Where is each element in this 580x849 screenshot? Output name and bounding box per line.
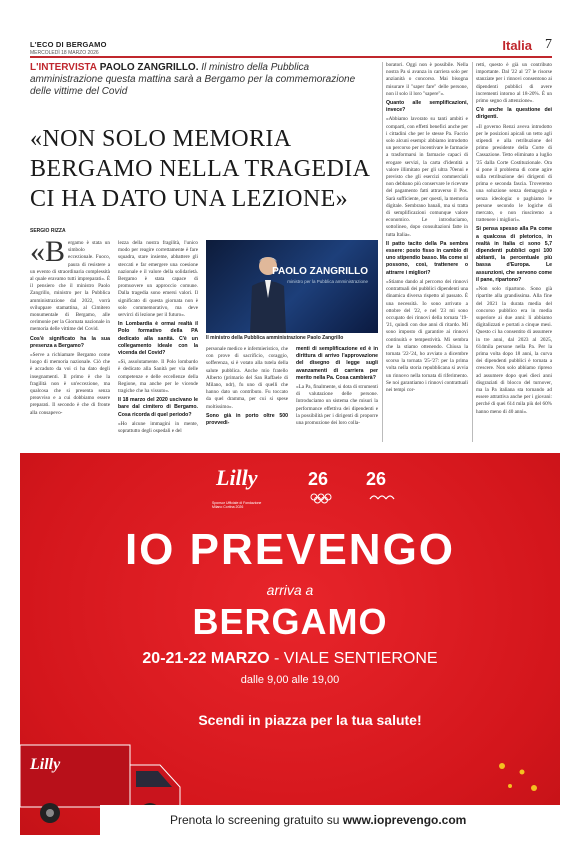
lilly-logo: Lilly [216, 465, 258, 490]
paragraph: lezza della nostra fragilità, l'unico modo per reagire correttamente è fare squadra, stare insieme, abbattere gli steccati e far emergere una coesione nazionale e il valore della solidarietà. Bergamo è stata capace di promuovere un approccio comune. Dalla tragedia sono emersi valori. Il significato di questa giornata non è solo commemorativo, ma deve servirci di lezione per il futuro». [118, 240, 198, 319]
minister-figure-icon [246, 252, 290, 333]
question: Cos'è significato ha la sua presenza a Bergamo? [30, 335, 110, 349]
svg-text:26: 26 [308, 469, 329, 489]
paragraph: «Serve a richiamare Bergamo come luogo di memoria nazionale. Ciò che è accaduto da voi ci ha dato degli insegnamenti. Il primo è che la fragilità non è un'eccezione, ma qualcosa che si presenta senza preavviso e a cui dobbiamo essere preparati. Il secondo è che di fronte alla consapevo- [30, 352, 110, 416]
article-column-1 [30, 235, 110, 419]
photo-backdrop-subtitle: ministro per la Pubblica amministrazione [287, 279, 368, 284]
section-label: Italia [502, 38, 532, 53]
header-rule [30, 56, 552, 58]
question: Il 18 marzo del 2020 uscivano le bare dal cimitero di Bergamo. Cosa ricorda di quel periodo? [118, 397, 198, 418]
venue-text: - VIALE SENTIERONE [269, 650, 438, 667]
article-photo [206, 240, 378, 333]
paper-name: L'ECO DI BERGAMO [30, 40, 107, 49]
footer-link[interactable]: www.ioprevengo.com [342, 813, 467, 827]
kicker [30, 62, 378, 98]
kicker-text: Il ministro della Pubblica amministrazione questa mattina sarà a Bergamo per la commemorazione delle vittime del Covid [30, 62, 356, 97]
paragraph: ergamo è stata un simbolo eccezionale. Fuoco, paura di resistere a un evento di straordinaria complessità al quale eravamo tutti impreparati». È il pensiero che il ministro Paolo Zangrillo, ministro per la Pubblica amministrazione dal 2022, vorrà sviluppare stamattina, al Cimitero monumentale di Bergamo, alle cerimonie per la Giornata nazionale in memoria delle vittime del Covid. [30, 240, 110, 333]
question: menti di semplificazione ed è in dirittura di arrivo l'approvazione del disegno di legge sugli avanzamenti di carriera per merito nella Pa. Cosa cambierà? [296, 346, 378, 381]
paragraph: «Abbiamo lavorato su tanti ambiti e compartì, con effetti benefici anche per i cittadini che per le stesse Pa. Faccio solo alcuni esempi: abbiamo introdotto un percorso per incentivare le farmacie a trasformarsi in farmacie capaci di erogare servizi, la carta d'identità a valore illimitato per gli ultra 70enni e previsto che gli esercizi commerciali non debbano più conservare le ricevute del pagamento fatti attraverso il Pos. Sarà sufficiente, per questi, la memoria digitale. Sembrano banali, ma si tratta di semplificazioni comunque valore economico. Le introduciamo, sottolineo, dopo consultazioni fatte in tutta Italia». [386, 116, 468, 238]
paragraph: «Ho alcune immagini in mente, soprattutto degli ospedali e del [118, 420, 198, 435]
column-divider [382, 62, 383, 442]
sponsor-note: Sponsor Ufficiale di Fondazione Milano Cortina 2026 [212, 501, 262, 509]
headline: «NON SOLO MEMORIA BERGAMO NELLA TRAGEDIA CI HA DATO UNA LEZIONE» [30, 126, 370, 212]
question: Sono già in porto oltre 500 provvedi- [206, 412, 288, 427]
campaign-subtitle: arriva a [266, 582, 314, 598]
campaign-cta: Scendi in piazza per la tua salute! [198, 712, 422, 728]
olympic-rings-icon [296, 465, 356, 507]
paragraph: retti, questo è già un contributo importante. Dal '22 al '27 le risorse stanziate per i rinnovi consentono ai dipendenti pubblici di avere incrementi intorno al 18-20%. È un primo segno di attenzione». [476, 62, 552, 105]
photo-caption: Il ministro della Pubblica amministrazione Paolo Zangrillo [206, 335, 344, 341]
question: Il patto tacito della Pa sembra essere: posto fisso in cambio di uno stipendio basso. Ma come si possono, così, trattenere o attrarre i migliori? [386, 240, 468, 276]
svg-text:26: 26 [366, 469, 387, 489]
dropcap: «B [30, 235, 66, 268]
campaign-hours: dalle 9,00 alle 19,00 [240, 674, 340, 686]
svg-text:Lilly: Lilly [30, 756, 61, 773]
question: Quanto alle semplificazioni, invece? [386, 100, 468, 114]
paper-date: MERCOLEDÌ 18 MARZO 2026 [30, 50, 99, 56]
campaign-city: BERGAMO [192, 601, 388, 642]
campaign-title: IO PREVENGO [124, 525, 456, 574]
paragraph: personale medico e infermieristico, che con prove di sacrificio, coraggio, sofferenza, si è votato alla tutela della salute pubblica. Anche mio fratello Alberto (primario del San Raffaele di Milano, ndr), fu uno di quelli che hanno dato un contributo. Fu toccato da quel dramma, per cui si spese moltissimo». [206, 346, 288, 410]
paragraph: «Non solo ripartono. Sono già ripartite alla grandissima. Alla fine del 2021 la durata media del concorso pubblico era in media superiore ai due anni: li abbiamo digitalizzati e portati a cinque mesi. Questo ci ha consentito di assumere in tre anni, dal 2023 al 2025, 614mila persone nella Pa. Per la prima volta dopo 18 anni, la curva dei dipendenti pubblici è tornata a crescere. Non solo abbiamo ripreso ad assumere dopo quei dieci anni disgraziati di blocco del turnover, ma la Pa italiana sta tornando ad essere attrattiva anche per i giovani: perché di quei 614 mila più del 60% hanno meno di 40 anni». [476, 286, 552, 415]
masthead [30, 40, 107, 56]
column-divider [472, 62, 473, 442]
question: Si pensa spesso alla Pa come a qualcosa di pletorico, in realtà in Italia ci sono 5,7 dipendenti pubblici ogni 100 abitanti, la percentuale più bassa d'Europa. Le assunzioni, che servono come il pane, ripartono? [476, 226, 552, 283]
article-column-3 [206, 346, 288, 429]
paragraph: boratori. Oggi non è possibile. Nella nostra Pa si avanza in carriera solo per anzianità o concorso. Mai bisogna misurare il "saper fare" delle persone, non il solo il loro "sapere"». [386, 62, 468, 97]
confetti-icon [492, 758, 542, 798]
campaign-dates [20, 650, 560, 668]
paragraph: «Sì, assolutamente. Il Polo lombardo è dedicato alla Sanità per via delle competenze e delle eccellenze della Regione, ma anche per le vicende tragiche che ha vissuto». [118, 359, 198, 395]
paragraph: «Il governo Renzi aveva introdotto per le posizioni apicali un tetto agli stipendi e alla retribuzione del primo presidente della Corte di Cassazione. Tetto eliminato a luglio '25 dalla Corte Costituzionale. Ora si pone il problema di come agire sulla retribuzione dei dirigenti di prima e seconda fascia. Troveremo una soluzione senza demagogia e senza ideologia: o paghiamo le persone secondo le logiche di mercato, o non riusciremo a trattenere i migliori». [476, 123, 552, 224]
dates-text: 20-21-22 MARZO [142, 650, 270, 667]
photo-backdrop-title: PAOLO ZANGRILLO [272, 266, 368, 277]
article-column-6 [476, 62, 552, 418]
advertisement[interactable] [20, 453, 560, 835]
article-column-2 [118, 240, 198, 437]
ad-footer[interactable] [100, 805, 560, 835]
paragraph: «Stiamo dando al percorso dei rinnovi contrattuali dei pubblici dipendenti una dinamica diversa rispetto al passato. È una necessità. Io sono arrivato a ottobre del '22, e nel '23 mi sono occupato dei rinnovi della tornata '19-'21, quindi con due anni di ritardo. Mi sono imposto di garantire ai rinnovi continuità e tempestività. Mi sembra che la stiamo ottenendo. Chiusa la tornata '22-'24, ho avviato a dicembre scorso la tornata '25-'27: per la prima volta nella storia repubblicana si avvia un rinnovo nella tornata di riferimento. Se noi garantiamo i rinnovi contrattuali nei tempi cor- [386, 278, 468, 393]
byline: SERGIO RIZZA [30, 228, 66, 234]
question: In Lombardia è ormai realtà il Polo formativo della PA dedicato alla sanità. C'è un collegamento ideale con la vicenda del Covid? [118, 321, 198, 357]
paralympic-logo-icon [356, 465, 406, 507]
footer-text: Prenota lo screening gratuito su [170, 813, 343, 827]
question: C'è anche la questione dei dirigenti. [476, 107, 552, 121]
kicker-label: L'INTERVISTA [30, 62, 98, 73]
kicker-name: PAOLO ZANGRILLO. [99, 62, 199, 73]
article-column-4 [296, 346, 378, 429]
article-column-5 [386, 62, 468, 396]
paragraph: «La Pa, finalmente, si dota di strumenti di valutazione delle persone. Introduciamo un sistema che misuri la performance effettiva dei dipendenti e la possibilità per i dirigenti di proporre una promozione dei loro colla- [296, 384, 378, 427]
page-number: 7 [545, 37, 552, 52]
